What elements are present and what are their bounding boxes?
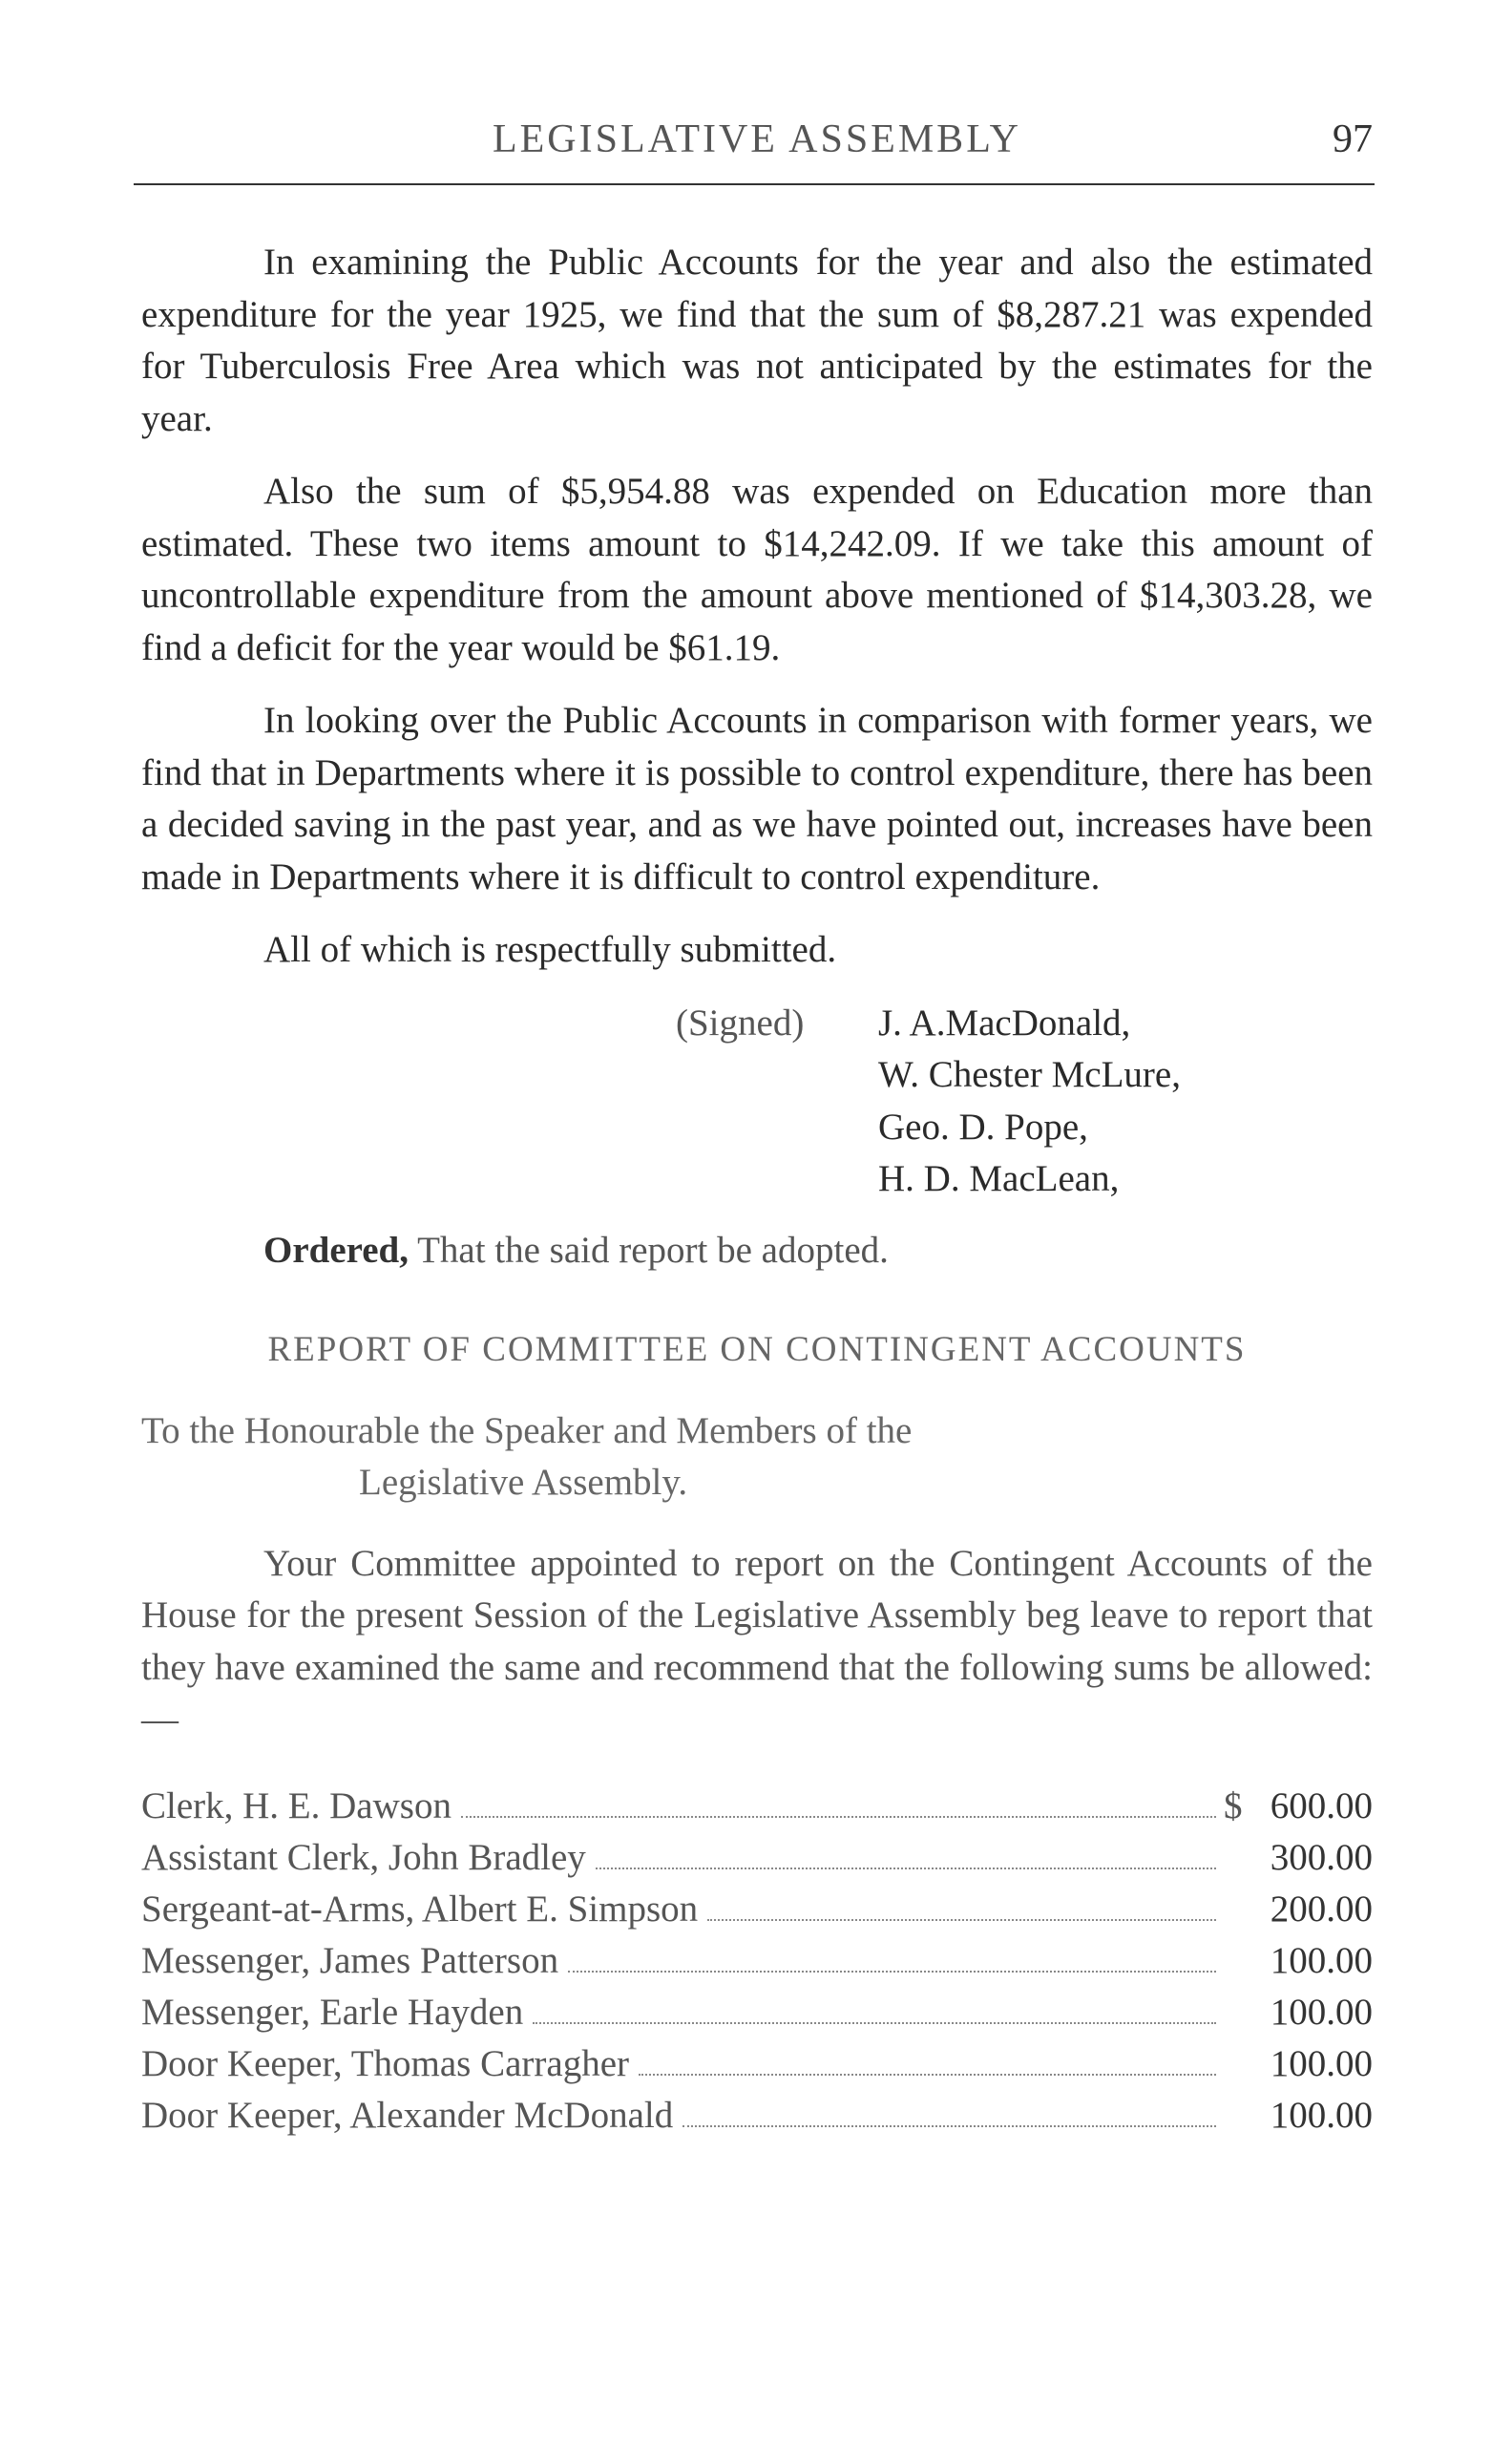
dot-leader	[639, 2074, 1216, 2076]
ordered-word: Ordered,	[263, 1229, 410, 1271]
page-header	[141, 116, 1373, 174]
ledger-name: Door Keeper, Alexander McDonald	[141, 2094, 674, 2136]
ledger-amount: 100.00	[1270, 2094, 1373, 2136]
ledger-row	[141, 2038, 1373, 2090]
signatory-name: H. D. MacLean,	[878, 1158, 1120, 1199]
ledger-name: Assistant Clerk, John Bradley	[141, 1836, 586, 1878]
ordered-line	[141, 1225, 1373, 1277]
ledger-name: Messenger, Earle Hayden	[141, 1991, 524, 2033]
ledger-table	[141, 1781, 1373, 2142]
ledger-row	[141, 1987, 1373, 2038]
signed-label: (Signed)	[676, 1002, 805, 1044]
paragraph-submitted: All of which is respectfully submitted.	[263, 929, 837, 970]
signatory-name: J. A.MacDonald,	[878, 1002, 1131, 1044]
signatory-name: Geo. D. Pope,	[878, 1106, 1088, 1148]
ledger-name: Door Keeper, Thomas Carragher	[141, 2042, 630, 2084]
header-rule	[134, 183, 1375, 185]
dot-leader	[568, 1971, 1216, 1973]
ledger-name: Messenger, James Patterson	[141, 1939, 559, 1981]
signatories	[878, 998, 1181, 1206]
address-line: Legislative Assembly.	[359, 1462, 688, 1503]
paragraph-tuberculosis: In examining the Public Accounts for the year and also the estimated expenditure for the year 1925, we find that the sum of $8,287.21 was expended for Tuberculosis Free Area which was not anticipated by the estimates for the year.	[141, 242, 1373, 439]
address	[141, 1405, 1373, 1509]
ledger-amount: 100.00	[1270, 2042, 1373, 2084]
ledger-row	[141, 1884, 1373, 1935]
body-text	[141, 237, 1373, 2142]
paragraph-departments: In looking over the Public Accounts in comparison with former years, we find that in Departments where it is possible to control expenditure, there has been a decided saving in the past year, and as we have pointed out, increases have been made in Departments where it is difficult to control expenditure.	[141, 700, 1373, 897]
dot-leader	[596, 1868, 1216, 1869]
paragraph-education: Also the sum of $5,954.88 was expended on Education more than estimated. These two items amount to $14,242.09. If we take this amount of uncontrollable expenditure from the amount above mentioned of $14,303.28, we find a deficit for the year would be $61.19.	[141, 471, 1373, 668]
dot-leader	[682, 2125, 1216, 2127]
ledger-amount: 200.00	[1270, 1888, 1373, 1930]
ordered-text: That the said report be adopted.	[417, 1229, 889, 1271]
ledger-row	[141, 1781, 1373, 1832]
ledger-amount: 100.00	[1270, 1991, 1373, 2033]
address-line: To the Honourable the Speaker and Members of the	[141, 1409, 913, 1451]
section-title: REPORT OF COMMITTEE ON CONTINGENT ACCOUNTS	[267, 1330, 1247, 1369]
ledger-amount: 100.00	[1270, 1939, 1373, 1981]
signatory-name: W. Chester McLure,	[878, 1054, 1181, 1095]
ledger-amount: 300.00	[1270, 1836, 1373, 1878]
ledger-row	[141, 2090, 1373, 2142]
ledger-amount: 600.00	[1270, 1784, 1373, 1826]
dollar-sign: $	[1224, 1784, 1243, 1826]
paragraph-committee: Your Committee appointed to report on the Contingent Accounts of the House for the present Session of the Legislative Assembly beg leave to report that they have examined the same and recommend that the following sums be allowed:—	[141, 1542, 1373, 1740]
dot-leader	[707, 1919, 1216, 1921]
ledger-row	[141, 1935, 1373, 1987]
ledger-name: Clerk, H. E. Dawson	[141, 1784, 452, 1826]
page-number: 97	[1333, 117, 1373, 161]
dot-leader	[461, 1816, 1216, 1818]
signature-block	[141, 998, 1373, 1208]
ledger-name: Sergeant-at-Arms, Albert E. Simpson	[141, 1888, 699, 1930]
dot-leader	[533, 2022, 1216, 2024]
ledger-row	[141, 1832, 1373, 1884]
running-title: LEGISLATIVE ASSEMBLY	[493, 117, 1021, 161]
